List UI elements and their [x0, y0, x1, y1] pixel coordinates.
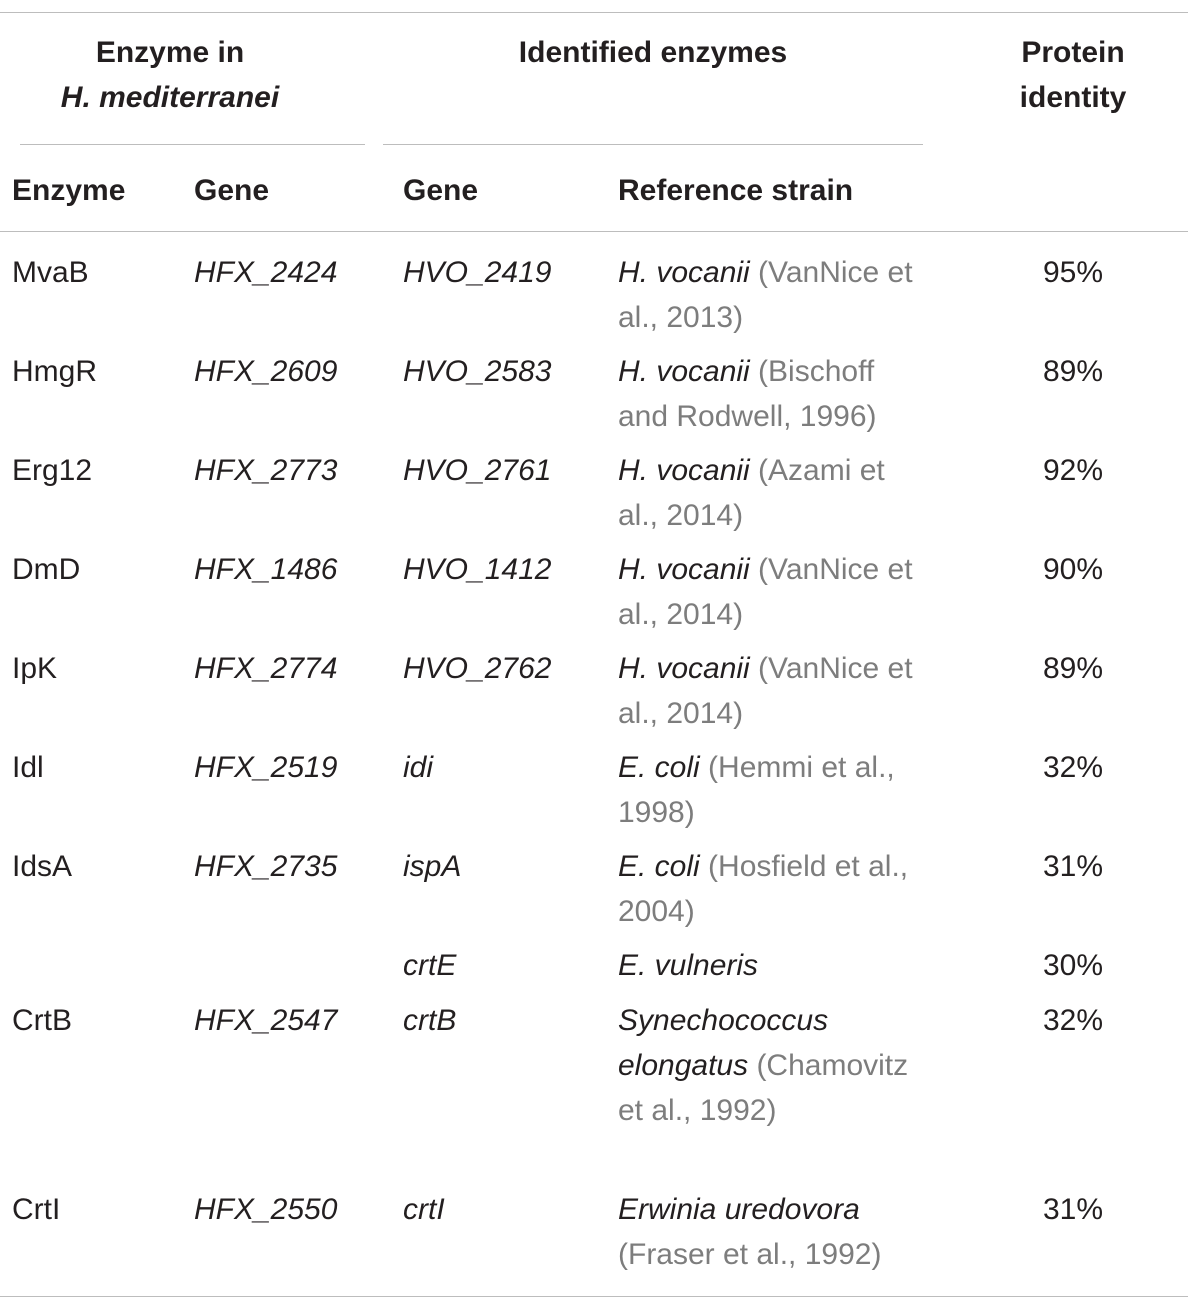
citation-link[interactable]: (Fraser et al., 1992) [618, 1238, 882, 1271]
citation-link[interactable]: (Chamovitz et al., 1992) [618, 1049, 909, 1127]
header-bottom-rule [0, 231, 1188, 232]
group-left-rule [20, 144, 365, 145]
table-top-rule [0, 12, 1188, 13]
identified-gene-cell: HVO_1412 [403, 553, 552, 586]
identified-gene-cell: HVO_2761 [403, 454, 552, 487]
protein-identity-cell: 89% [1042, 652, 1104, 685]
enzyme-cell: CrtB [12, 1004, 72, 1037]
identified-gene-cell: ispA [403, 850, 462, 883]
gene-cell: HFX_2550 [194, 1193, 338, 1226]
enzyme-cell: DmD [12, 553, 81, 586]
gene-cell: HFX_2774 [194, 652, 338, 685]
strain-name: H. vocanii [618, 652, 750, 685]
group-header-mid: Identified enzymes [518, 36, 788, 69]
col-header-reference: Reference strain [618, 174, 854, 207]
gene-cell: HFX_2547 [194, 1004, 338, 1037]
strain-name: E. coli [618, 850, 700, 883]
gene-cell: HFX_2773 [194, 454, 338, 487]
group-header-left-line1: Enzyme in [95, 36, 245, 69]
strain-name: Erwinia uredovora [618, 1193, 860, 1226]
group-mid-rule [383, 144, 923, 145]
citation-link[interactable]: (VanNice et al., 2014) [618, 553, 913, 631]
reference-strain-cell [618, 448, 918, 538]
strain-name: H. vocanii [618, 454, 750, 487]
protein-identity-cell: 92% [1042, 454, 1104, 487]
col-header-gene2: Gene [403, 174, 479, 207]
reference-strain-cell [618, 745, 918, 835]
enzyme-cell: IpK [12, 652, 58, 685]
group-header-right-line1: Protein [1021, 36, 1125, 69]
protein-identity-cell: 32% [1042, 751, 1104, 784]
protein-identity-cell: 31% [1042, 850, 1104, 883]
enzyme-cell: CrtI [12, 1193, 61, 1226]
protein-identity-cell: 95% [1042, 256, 1104, 289]
gene-cell: HFX_2609 [194, 355, 338, 388]
reference-strain-cell [618, 1187, 918, 1277]
enzyme-cell: Idl [12, 751, 44, 784]
gene-cell: HFX_1486 [194, 553, 338, 586]
col-header-enzyme: Enzyme [12, 174, 126, 207]
reference-strain-cell [618, 547, 918, 637]
citation-link[interactable]: (Hemmi et al., 1998) [618, 751, 895, 829]
citation-link[interactable]: (VanNice et al., 2014) [618, 652, 913, 730]
identified-gene-cell: crtI [403, 1193, 445, 1226]
identified-gene-cell: crtB [403, 1004, 457, 1037]
enzyme-cell: MvaB [12, 256, 89, 289]
protein-identity-cell: 89% [1042, 355, 1104, 388]
citation-link[interactable]: (Hosfield et al., 2004) [618, 850, 909, 928]
reference-strain-cell [618, 943, 918, 988]
gene-cell: HFX_2424 [194, 256, 338, 289]
reference-strain-cell [618, 998, 918, 1133]
strain-name: E. coli [618, 751, 700, 784]
enzyme-cell: Erg12 [12, 454, 93, 487]
group-header-left-line2: H. mediterranei [60, 81, 280, 114]
enzyme-cell: HmgR [12, 355, 98, 388]
protein-identity-cell: 32% [1042, 1004, 1104, 1037]
strain-name: H. vocanii [618, 553, 750, 586]
reference-strain-cell [618, 349, 918, 439]
table-bottom-rule [0, 1296, 1188, 1297]
group-header-right [973, 30, 1173, 120]
strain-name: H. vocanii [618, 256, 750, 289]
reference-strain-cell [618, 250, 918, 340]
gene-cell: HFX_2519 [194, 751, 338, 784]
identified-gene-cell: HVO_2762 [403, 652, 552, 685]
citation-link[interactable]: (Bischoff and Rodwell, 1996) [618, 355, 877, 433]
protein-identity-cell: 30% [1042, 949, 1104, 982]
identified-gene-cell: HVO_2419 [403, 256, 552, 289]
group-header-left [0, 30, 340, 120]
protein-identity-cell: 90% [1042, 553, 1104, 586]
gene-cell: HFX_2735 [194, 850, 338, 883]
reference-strain-cell [618, 646, 918, 736]
strain-name: E. vulneris [618, 949, 759, 982]
enzyme-cell: IdsA [12, 850, 73, 883]
protein-identity-cell: 31% [1042, 1193, 1104, 1226]
identified-gene-cell: idi [403, 751, 434, 784]
identified-gene-cell: crtE [403, 949, 457, 982]
group-header-right-line2: identity [1019, 81, 1127, 114]
strain-name: Synechococcus elongatus [618, 1004, 829, 1082]
reference-strain-cell [618, 844, 918, 934]
citation-link[interactable]: (VanNice et al., 2013) [618, 256, 913, 334]
citation-link[interactable]: (Azami et al., 2014) [618, 454, 885, 532]
strain-name: H. vocanii [618, 355, 750, 388]
identified-gene-cell: HVO_2583 [403, 355, 552, 388]
col-header-gene: Gene [194, 174, 270, 207]
